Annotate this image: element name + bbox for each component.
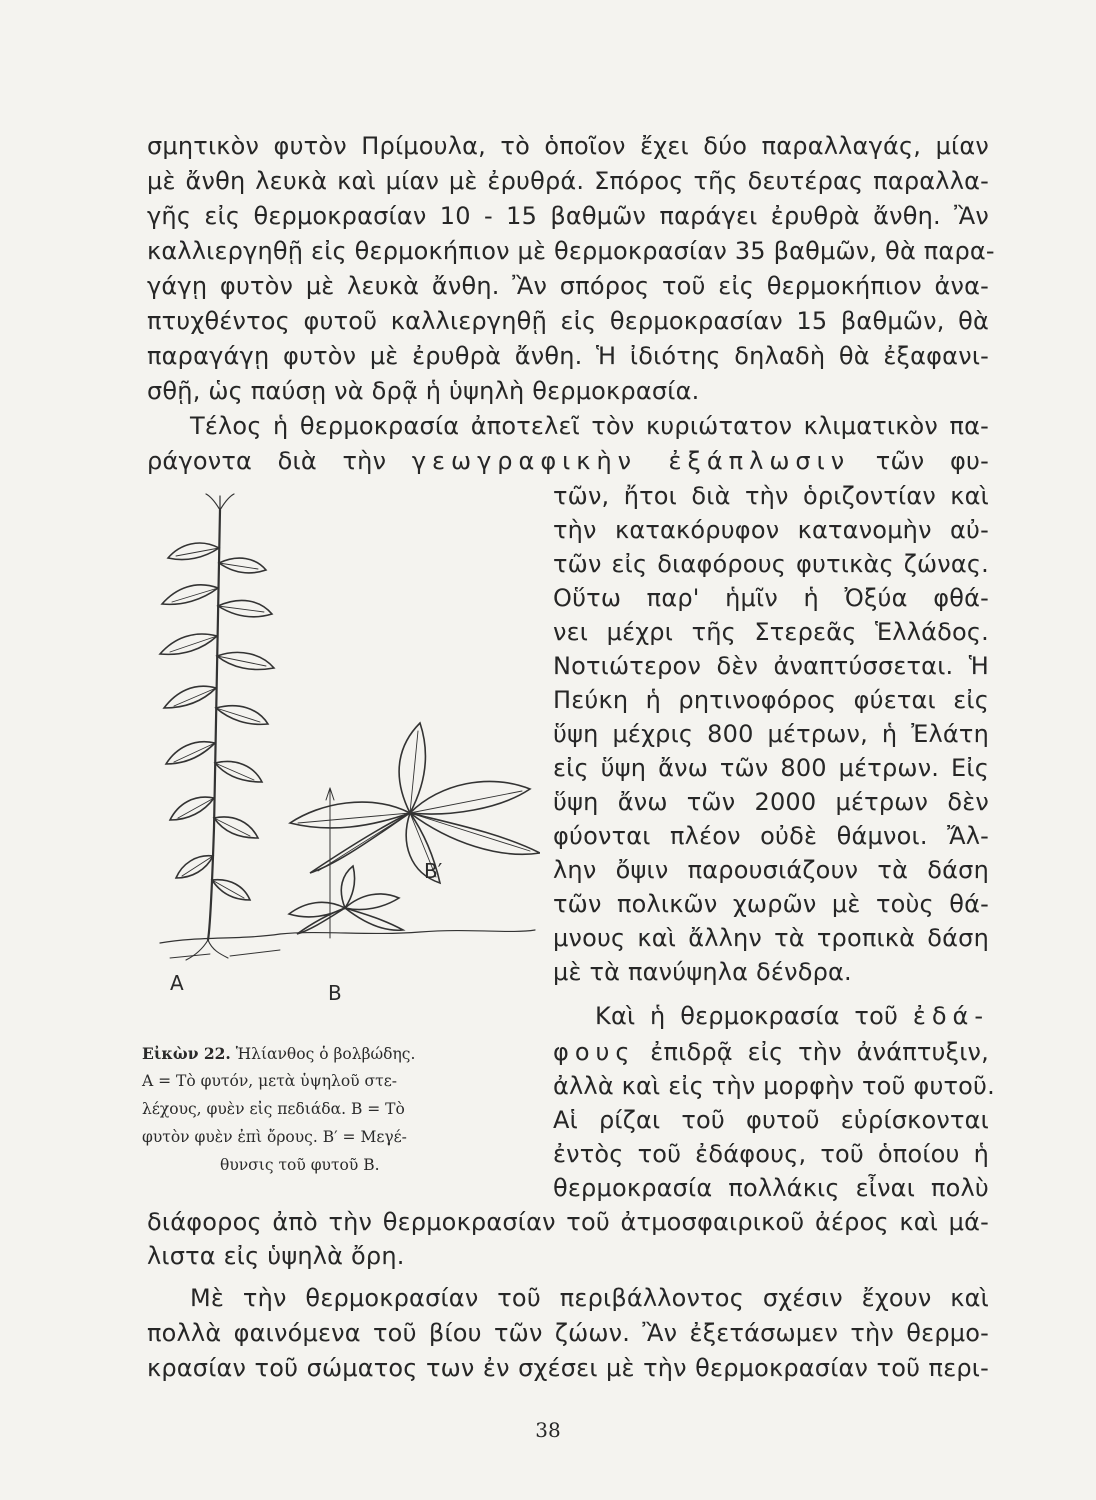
text-line: Μὲ τὴν θερμοκρασίαν τοῦ περιβάλλοντος σχέσιν ἔχουν καὶ — [190, 1284, 989, 1312]
figure-caption-line: φυτὸν φυὲν ἐπὶ ὄρους. B′ = Μεγέ- — [142, 1128, 407, 1146]
text-segment: ράγοντα διὰ τὴν — [147, 447, 387, 475]
text-line: λην ὄψιν παρουσιάζουν τὰ δάση — [553, 856, 989, 884]
figure-caption-line: A = Τὸ φυτόν, μετὰ ὑψηλοῦ στε- — [142, 1072, 397, 1090]
text-line: διάφορος ἀπὸ τὴν θερμοκρασίαν τοῦ ἀτμοσφαιρικοῦ ἀέρος καὶ μά- — [147, 1208, 989, 1236]
figure-caption-line: θυνσις τοῦ φυτοῦ B. — [220, 1156, 380, 1174]
text-line: τῶν πολικῶν χωρῶν μὲ τοὺς θά- — [553, 890, 989, 918]
text-line — [147, 445, 989, 477]
text-line: Αἱ ρίζαι τοῦ φυτοῦ εὑρίσκονται — [553, 1106, 989, 1134]
text-line: θερμοκρασία πολλάκις εἶναι πολὺ — [553, 1174, 989, 1202]
text-line: Πεύκη ἡ ρητινοφόρος φύεται εἰς — [553, 686, 989, 714]
figure-caption-line: λέχους, φυὲν εἰς πεδιάδα. B = Τὸ — [142, 1100, 405, 1118]
text-line: ἀλλὰ καὶ εἰς τὴν μορφὴν τοῦ φυτοῦ. — [553, 1072, 995, 1100]
figure-caption-title: Ἡλίανθος ὁ βολβώδης. — [235, 1045, 416, 1063]
text-line: κρασίαν τοῦ σώματος των ἐν σχέσει μὲ τὴν θερμοκρασίαν τοῦ περι- — [147, 1354, 989, 1382]
text-line: ἐντὸς τοῦ ἐδάφους, τοῦ ὁποίου ἡ — [553, 1140, 989, 1168]
text-line: Οὕτω παρ' ἡμῖν ἡ Ὀξύα φθά- — [553, 584, 989, 612]
text-line: φύονται πλέον οὐδὲ θάμνοι. Ἄλ- — [553, 822, 989, 850]
spaced-emphasis: φους — [553, 1038, 636, 1066]
text-line: μνους καὶ ἄλλην τὰ τροπικὰ δάση — [553, 924, 989, 952]
text-line: ὕψη ἄνω τῶν 2000 μέτρων δὲν — [553, 788, 989, 816]
text-line: καλλιεργηθῇ εἰς θερμοκήπιον μὲ θερμοκρασίαν 35 βαθμῶν, θὰ παρα- — [147, 237, 995, 265]
text-line: Τέλος ἡ θερμοκρασία ἀποτελεῖ τὸν κυριώτατον κλιματικὸν πα- — [190, 412, 989, 440]
text-line: μὲ τὰ πανύψηλα δένδρα. — [553, 958, 852, 986]
text-line: λιστα εἰς ὑψηλὰ ὄρη. — [147, 1242, 405, 1270]
text-line: ὕψη μέχρις 800 μέτρων, ἡ Ἐλάτη — [553, 720, 989, 748]
text-line: σθῇ, ὡς παύσῃ νὰ δρᾷ ἡ ὑψηλὴ θερμοκρασία. — [147, 377, 700, 405]
text-line: τὴν κατακόρυφον κατανομὴν αὐ- — [553, 516, 989, 544]
figure-caption-line — [142, 1040, 522, 1068]
text-line: πολλὰ φαινόμενα τοῦ βίου τῶν ζώων. Ἂν ἐξετάσωμεν τὴν θερμο- — [147, 1319, 989, 1347]
figure-label-a: A — [170, 971, 184, 995]
figure-label-b: B — [328, 981, 342, 1005]
text-line: σμητικὸν φυτὸν Πρίμουλα, τὸ ὁποῖον ἔχει δύο παραλλαγάς, μίαν — [147, 132, 989, 160]
spaced-emphasis: ἐδά- — [912, 1002, 989, 1030]
text-segment: Καὶ ἡ θερμοκρασία τοῦ — [595, 1002, 899, 1030]
text-line: εἰς ὕψη ἄνω τῶν 800 μέτρων. Εἰς — [553, 754, 989, 782]
text-segment: τῶν φυ- — [875, 447, 989, 475]
text-line: πτυχθέντος φυτοῦ καλλιεργηθῇ εἰς θερμοκρασίαν 15 βαθμῶν, θὰ — [147, 307, 989, 335]
sunflower-illustration — [140, 488, 540, 1018]
text-line: γῆς εἰς θερμοκρασίαν 10 - 15 βαθμῶν παράγει ἐρυθρὰ ἄνθη. Ἂν — [147, 202, 989, 230]
spaced-emphasis: γεωγραφικὴν ἐξάπλωσιν — [411, 447, 851, 475]
text-line: τῶν εἰς διαφόρους φυτικὰς ζώνας. — [553, 550, 989, 578]
figure-caption-label: Εἰκὼν 22. — [142, 1044, 231, 1063]
text-line — [553, 1036, 989, 1068]
text-line: γάγῃ φυτὸν μὲ λευκὰ ἄνθη. Ἂν σπόρος τοῦ εἰς θερμοκήπιον ἀνα- — [147, 272, 989, 300]
text-line — [595, 1000, 989, 1032]
text-line: Νοτιώτερον δὲν ἀναπτύσσεται. Ἡ — [553, 652, 989, 680]
figure-label-b-prime: B′ — [424, 859, 443, 883]
text-line: παραγάγῃ φυτὸν μὲ ἐρυθρὰ ἄνθη. Ἡ ἰδιότης δηλαδὴ θὰ ἐξαφανι- — [147, 342, 989, 370]
text-segment: ἐπιδρᾷ εἰς τὴν ἀνάπτυξιν, — [650, 1038, 989, 1066]
text-line: τῶν, ἤτοι διὰ τὴν ὁριζοντίαν καὶ — [553, 482, 989, 510]
text-line: μὲ ἄνθη λευκὰ καὶ μίαν μὲ ἐρυθρά. Σπόρος τῆς δευτέρας παραλλα- — [147, 167, 989, 195]
text-line: νει μέχρι τῆς Στερεᾶς Ἑλλάδος. — [553, 618, 989, 646]
page-number: 38 — [535, 1418, 561, 1442]
